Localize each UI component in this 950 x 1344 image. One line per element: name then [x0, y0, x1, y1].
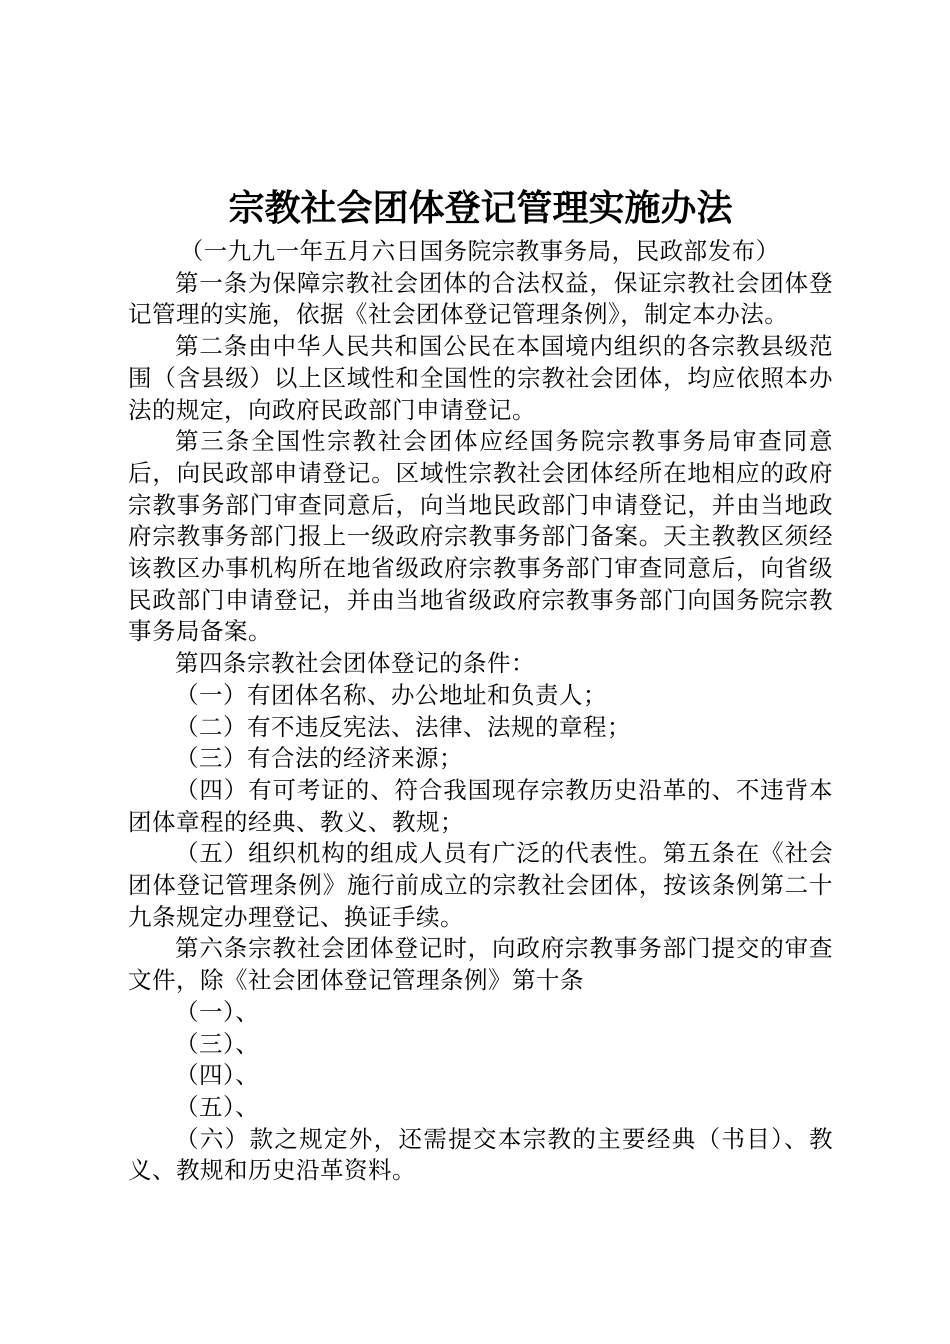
article-4: 第四条宗教社会团体登记的条件： — [175, 649, 535, 678]
document-title: 宗教社会团体登记管理实施办法 — [228, 187, 733, 229]
article-6-ref-4: （四）、 — [175, 1061, 260, 1090]
article-6-ref-1: （一）、 — [175, 997, 260, 1026]
publication-note: （一九九一年五月六日国务院宗教事务局，民政部发布） — [179, 237, 780, 265]
article-6: 第六条宗教社会团体登记时，向政府宗教事务部门提交的审查文件，除《社会团体登记管理条例》第十条 — [128, 934, 833, 995]
article-2: 第二条由中华人民共和国公民在本国境内组织的各宗教县级范围（含县级）以上区域性和全国性的宗教社会团体，均应依照本办法的规定，向政府民政部门申请登记。 — [128, 332, 833, 424]
document-body — [128, 236, 833, 1187]
article-3: 第三条全国性宗教社会团体应经国务院宗教事务局审查同意后，向民政部申请登记。区域性宗教社会团体经所在地相应的政府宗教事务部门审查同意后，向当地民政部门申请登记，并由当地政府宗教事务部门报上一级政府宗教事务部门备案。天主教教区须经该教区办事机构所在地省级政府宗教事务部门审查同意后，向省级民政部门申请登记，并由当地省级政府宗教事务部门向国务院宗教事务局备案。 — [128, 427, 833, 646]
article-6-ref-5: （五）、 — [175, 1092, 260, 1121]
article-4-item-3: （三）有合法的经济来源； — [175, 744, 463, 773]
article-4-item-2: （二）有不违反宪法、法律、法规的章程； — [175, 712, 631, 741]
article-1: 第一条为保障宗教社会团体的合法权益，保证宗教社会团体登记管理的实施，依据《社会团体登记管理条例》，制定本办法。 — [128, 268, 833, 329]
document-page — [128, 180, 833, 1187]
article-6-ref-6: （六）款之规定外，还需提交本宗教的主要经典（书目）、教义、教规和历史沿革资料。 — [128, 1124, 833, 1185]
article-4-item-1: （一）有团体名称、办公地址和负责人； — [175, 680, 607, 709]
article-4-item-5: （五）组织机构的组成人员有广泛的代表性。第五条在《社会团体登记管理条例》施行前成立的宗教社会团体，按该条例第二十九条规定办理登记、换证手续。 — [128, 839, 833, 931]
article-4-item-4: （四）有可考证的、符合我国现存宗教历史沿革的、不违背本团体章程的经典、教义、教规； — [128, 775, 833, 836]
article-6-ref-3: （三）、 — [175, 1029, 260, 1058]
